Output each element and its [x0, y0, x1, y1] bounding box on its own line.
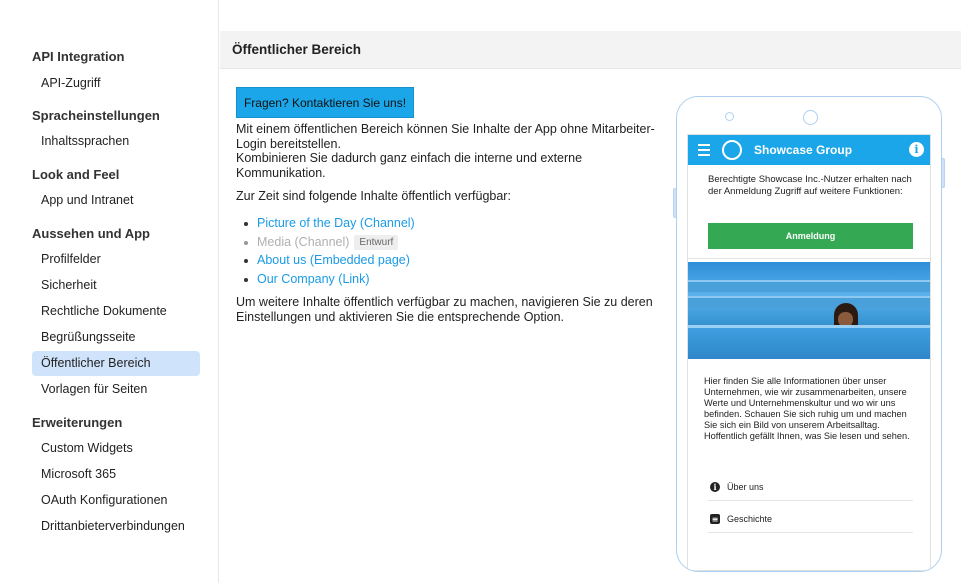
sidebar-item-microsoft-365[interactable]: Microsoft 365	[41, 467, 117, 481]
sidebar-item-begruessungsseite[interactable]: Begrüßungsseite	[41, 330, 136, 344]
sidebar-item-oeffentlicher-bereich[interactable]: Öffentlicher Bereich	[32, 351, 200, 376]
sidebar-section-erweiterungen: Erweiterungen	[32, 415, 123, 430]
sidebar-item-vorlagen-fuer-seiten[interactable]: Vorlagen für Seiten	[41, 382, 148, 396]
sidebar-section-spracheinstellungen: Spracheinstellungen	[32, 108, 160, 123]
available-content-heading: Zur Zeit sind folgende Inhalte öffentlich verfügbar:	[236, 189, 511, 203]
public-item-link-picture-of-the-day[interactable]: Picture of the Day (Channel)	[257, 216, 415, 230]
public-item-link-our-company[interactable]: Our Company (Link)	[257, 271, 370, 286]
sidebar-item-drittanbieterverbindungen[interactable]: Drittanbieterverbindungen	[41, 519, 185, 533]
list-item	[244, 214, 415, 233]
settings-sidebar	[0, 0, 219, 583]
draft-badge: Entwurf	[354, 235, 398, 250]
intro-text-communication: Kombinieren Sie dadurch ganz einfach die interne und externe Kommunikation.	[236, 151, 583, 180]
preview-app-title: Showcase Group	[754, 143, 853, 157]
menu-icon	[698, 144, 710, 156]
preview-link-label: Über uns	[727, 482, 764, 492]
divider	[688, 258, 931, 259]
phone-sensor-icon	[725, 112, 734, 121]
sidebar-item-inhaltssprachen[interactable]: Inhaltssprachen	[41, 134, 130, 148]
public-item-link-about-us[interactable]: About us (Embedded page)	[257, 253, 410, 267]
preview-description: Hier finden Sie alle Informationen über unser Unternehmen, wie wir zusammenarbeiten, unsere Werte und Unternehmenskultur und wo wir uns befinden. Schauen Sie sich ruhig um und machen Sie sich ein Bild von unserem Arbeitsalltag. Hoffentlich gefällt Ihnen, was Sie lesen und sehen.	[704, 376, 910, 441]
public-content-list	[244, 214, 415, 288]
sidebar-section-aussehen-und-app: Aussehen und App	[32, 226, 150, 241]
sidebar-item-oauth-konfigurationen[interactable]: OAuth Konfigurationen	[41, 493, 168, 507]
page-title: Öffentlicher Bereich	[232, 42, 362, 57]
sidebar-section-api-integration: API Integration	[32, 49, 125, 64]
preview-screen	[687, 134, 931, 571]
sidebar-item-profilfelder[interactable]: Profilfelder	[41, 252, 101, 266]
preview-hero-image	[688, 262, 931, 359]
list-item	[244, 270, 415, 289]
sidebar-item-api-zugriff[interactable]: API-Zugriff	[41, 76, 101, 90]
list-item	[244, 233, 415, 252]
sidebar-item-app-und-intranet[interactable]: App und Intranet	[41, 193, 134, 207]
list-item	[244, 251, 415, 270]
sidebar-section-look-and-feel: Look and Feel	[32, 167, 120, 182]
document-icon: ≡	[711, 514, 719, 524]
info-icon: i	[710, 482, 720, 492]
sidebar-item-rechtliche-dokumente[interactable]: Rechtliche Dokumente	[41, 304, 167, 318]
sidebar-item-sicherheit[interactable]: Sicherheit	[41, 278, 97, 292]
sidebar-item-custom-widgets[interactable]: Custom Widgets	[41, 441, 133, 455]
intro-text-login: Mit einem öffentlichen Bereich können Sie Inhalte der App ohne Mitarbeiter-Login bereitstellen.	[236, 122, 655, 151]
preview-link-ueber-uns	[708, 475, 913, 501]
phone-camera-icon	[803, 110, 818, 125]
page-header	[220, 31, 961, 69]
preview-login-button: Anmeldung	[708, 223, 913, 249]
footer-instructions: Um weitere Inhalte öffentlich verfügbar zu machen, navigieren Sie zu deren Einstellungen und aktivieren Sie die entsprechende Option.	[236, 295, 653, 324]
preview-login-text: Berechtigte Showcase Inc.-Nutzer erhalten nach der Anmeldung Zugriff auf weitere Funktionen:	[708, 174, 912, 197]
contact-us-button[interactable]: Fragen? Kontaktieren Sie uns!	[236, 87, 414, 118]
preview-link-geschichte	[708, 507, 913, 533]
info-icon: i	[909, 142, 924, 157]
preview-app-bar	[688, 135, 931, 165]
mobile-preview	[676, 96, 942, 572]
public-item-link-media[interactable]: Media (Channel)	[257, 234, 350, 249]
preview-link-label: Geschichte	[727, 514, 773, 524]
app-logo-icon	[722, 140, 742, 160]
